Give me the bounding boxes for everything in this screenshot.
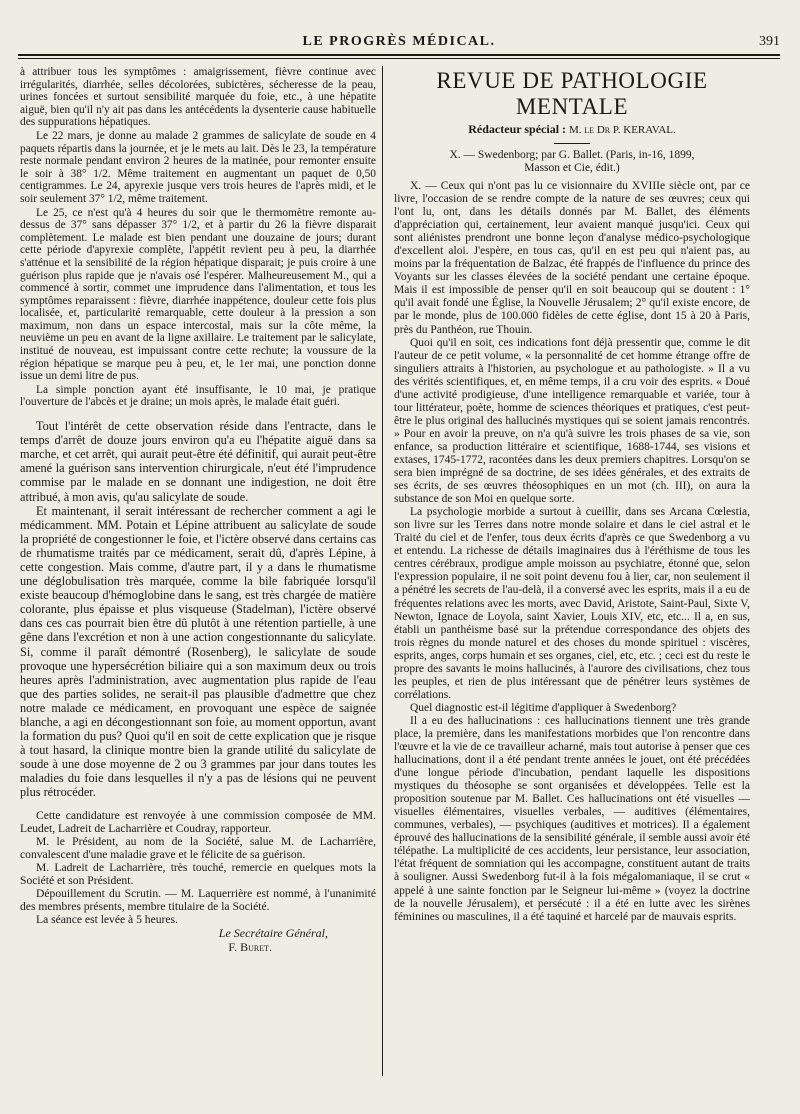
column-divider bbox=[382, 66, 383, 1076]
left-column bbox=[20, 66, 376, 954]
review-paragraph: Il a eu des hallucinations : ces hallucinations tiennent une très grande place, la première, dans les manifestations morbides que l'on rencontre dans l'œuvre et la vie de ce travailleur acharné, mais tout autorise à penser que ces hallucinations, dont il a été pendant trente années le jouet, ont été précédées d'une longue période d'incubation, pendant laquelle les dispositions mystiques du théosophe se sont organisées et développées. Telle est la proposition soutenue par M. Ballet. Ces hallucinations ont été visuelles — visuelles élémentaires, visuelles verbales, — auditives (élémentaires, communes, verbales), — psychiques (auditives et motrices). Il a également éprouvé des hallucinations de la sensibilité générale, il semble aussi avoir été télépathe. La multiplicité de ces accidents, leur persistance, leur association, l'état fréquent de somniation qui les accompagne, constituent autant de traits à souligner. Aussi Swedenborg fut-il à la fois mégalomaniaque, il se crut « appelé à une sainte fonction par le Seigneur lui-même » (voyez la doctrine de la nouvelle Jérusalem), et persécuté : il a été en lutte avec les sirènes féminines ou masculines, il a été taquiné et harcelé par de mauvais esprits. bbox=[394, 714, 750, 923]
case-paragraph: Le 25, ce n'est qu'à 4 heures du soir que le thermomètre remonte au-dessus de 37° sans dépasser 37° 1/2, et à partir du 26 la fièvre disparait complètement. Le malade est bien pendant une douzaine de jours; durant cette période d'apyrexie complète, l'appétit revient peu à peu, la diarrhée s'atténue et la sensibilité de la région hépatique disparait; je puis croire à une guérison plus rapide que je n'avais osé l'espérer. Malheureusement M., qui a commencé à sortir, commet une imprudence dans l'alimentation, et tous les symptômes reparaissent : fièvre, diarrhée inappétence, douleur cette fois plus localisée, et, particularité remarquable, cette douleur à la pression a son maximum, non dans un espace intercostal, mais sur la côte même, la neuvième un peu en avant de la ligne axillaire. Le traitement par le salicylate, institué de nouveau, est impuissant contre cette rechute; la voussure de la région hépatique se marque peu à peu, et, le 1er mai, une ponction donne issue un demi litre de pus. bbox=[20, 206, 376, 383]
review-paragraph: La psychologie morbide a surtout à cueillir, dans ses Arcana Cœlestia, son livre sur les Terres dans notre monde solaire et dans le ciel astral et le Traité du ciel et de l'enfer, tous deux écrits d'après ce que Swedenborg a vu et entendu. La richesse de détails imaginaires dus à l'éréthisme de tous les centres cérébraux, prodigue ample moisson au psychiatre, étonné que, selon l'expression populaire, il ne soit point devenu fou à lier, car, non seulement il a pénétré les secrets de l'au-delà, il a conversé avec les esprits, mais il a eu de fréquentes relations avec les morts, avec David, Aristote, Saint-Paul, Sixte V, Newton, Ignace de Loyola, saint Xavier, Louis XIV, etc, etc... Il a, en sus, établi un panthéisme basé sur la prétendue correspondance des objets des trois règnes du monde naturel et des choses du monde spirituel : viscères, esprits, anges, corps humain et ses organes, ciel, etc, etc. ; ceci est du reste le propre des savants le moins hallucinés, à l'aurore des civilisations, chez tous les peuples, et rien de plus intéressant que de pénétrer leurs systèmes de corrélations. bbox=[394, 506, 750, 701]
section-rule bbox=[554, 143, 590, 144]
discussion-paragraph: Tout l'intérêt de cette observation réside dans l'entracte, dans le temps d'arrêt de douze jours environ qu'a eu l'hépatite aiguë dans sa marche, et cet arrêt, qui aurait peut-être été définitif, qui aurait peut-être amené la guérison sans intervention chirurgicale, n'eut été l'imprudence commise par le malade en se donnant une indigestion, ne doit être attribué, à mon avis, qu'au salicylate de soude. bbox=[20, 419, 376, 504]
review-paragraph: Quel diagnostic est-il légitime d'appliquer à Swedenborg? bbox=[410, 701, 677, 714]
case-paragraph: La simple ponction ayant été insuffisante, le 10 mai, je pratique l'ouverture de l'abcès et je draine; un mois après, le malade était guéri. bbox=[20, 383, 376, 409]
book-reference-line: X. — Swedenborg; par G. Ballet. (Paris, in-16, 1899, bbox=[449, 149, 695, 161]
signature-title: Le Secrétaire Général, bbox=[218, 925, 328, 940]
case-paragraph: à attribuer tous les symptômes : amaigrissement, fièvre continue avec irrégularités, diarrhée, selles décolorées, subictères, sécheresse de la peau, urines foncées et surtout sensibilité marquée du foie, etc., à une hépatite aiguë, bien qu'il n'y ait pas dans les antécédents la dysenterie cause habituelle des suppurations hépatiques. bbox=[20, 66, 376, 129]
page-number: 391 bbox=[759, 34, 780, 49]
journal-title: LE PROGRÈS MÉDICAL. bbox=[302, 34, 496, 49]
case-paragraph: Le 22 mars, je donne au malade 2 grammes de salicylate de soude en 4 paquets répartis dans la journée, et je le mets au lait. Dès le 23, la température reste normale pendant environ 2 heures de la matinée, pour remonter ensuite le soir à 38° 1/2. Même traitement en augmentant un paquet de 0,50 centigrammes. Le 24, apyrexie jusque vers trois heures de l'après midi, et le soir seulement 37° 1/2, même traitement. bbox=[20, 129, 376, 205]
book-reference-line: Masson et Cie, édit.) bbox=[524, 162, 620, 174]
header-rule bbox=[18, 54, 780, 56]
right-column bbox=[394, 66, 750, 924]
editor-label: Rédacteur spécial : bbox=[468, 122, 567, 136]
section-editor bbox=[394, 122, 750, 138]
minutes-paragraph: M. Ladreit de Lacharrière, très touché, remercie en quelques mots la Société et son Président. bbox=[20, 860, 376, 887]
minutes-paragraph: Cette candidature est renvoyée à une commission composée de MM. Leudet, Ladreit de Lacharrière et Coudray, rapporteur. bbox=[20, 808, 376, 835]
minutes-paragraph: La séance est levée à 5 heures. bbox=[36, 912, 178, 926]
header-rule-thin bbox=[18, 58, 780, 59]
review-paragraph: Quoi qu'il en soit, ces indications font déjà pressentir que, comme le dit l'auteur de ce petit volume, « la personnalité de cet homme étrange offre de singuliers attraits à l'historien, au psychologue et au pathologiste. » Il a vu des vérités scientifiques, et, en même temps, il a cru voir des esprits. « Doué d'une activité prodigieuse, d'une intelligence remarquable et variée, tour à tour littérateur, poète, homme de sciences théoriques et pratiques, c'est peut-être le plus original des hallucinés mystiques qui se soient jamais rencontrés. » Pour en avoir la preuve, on n'a qu'à suivre les trois phases de sa vie, son enfance, sa production littéraire et scientifique, 1688-1744, ses visions et extases, 1745-1772, racontées dans les deux premiers chapitres. Lorsqu'on se sera bien imprégné de sa doctrine, de ses idées générales, et des extraits de ses écrits, de ses œuvres théosophiques en un mot (ch. III), on aura la substance de son Moi en quelque sorte. bbox=[394, 336, 750, 506]
discussion-paragraph: Et maintenant, il serait intéressant de rechercher comment a agi le médicamment. MM. Potain et Lépine attribuent au salicylate de soude la propriété de congestionner le foie, et l'ictère observé dans certains cas de rhumatisme traités par ce médicament, serait dû, d'après Lépine, à cette congestion. Mais comme, d'autre part, il y a dans le rhumatisme une déglobulisation très marquée, comme la bile fabriquée lorsqu'il existe beaucoup d'hémoglobine dans le sang, est très chargée de matière colorante, plus épaisse et plus visqueuse (Stadelman), l'ictère observé dans ces cas pourrait bien être dû plutôt à une rétention partielle, à une gêne dans l'excrétion et non à une action congestionnante du salicylate. Si, comme il paraît démontré (Rosenberg), le salicylate de soude provoque une hypersécrétion biliaire qui a son maximum deux ou trois heures après l'administration, avec augmentation plus rapide de l'eau que des parties solides, ne serait-il pas plausible d'admettre que chez notre malade ce médicament, en provoquant une espèce de saignée blanche, a agi en décongestionnant son foie, au moment opportun, avant la formation du pus? Quoi qu'il en soit de cette explication que je risque à tout hasard, la clinique montre bien la grande utilité du salicylate de soude à une dose moyenne de 2 ou 3 grammes par jour dans toutes les maladies du foie dans lesquelles il n'y a pas de lésions qui ne peuvent plus rétrocéder. bbox=[20, 503, 376, 800]
minutes-paragraph: M. le Président, au nom de la Société, salue M. de Lacharrière, convalescent d'une maladie grave et le félicite de sa guérison. bbox=[20, 834, 376, 861]
editor-name: M. le Dr P. KERAVAL. bbox=[569, 124, 676, 136]
page-header bbox=[18, 28, 780, 58]
section-title: REVUE DE PATHOLOGIE MENTALE bbox=[436, 68, 708, 119]
review-paragraph: X. — Ceux qui n'ont pas lu ce visionnaire du XVIIIe siècle ont, par ce livre, l'occasion de se rendre compte de la nature de ses œuvres; ceux qui l'ont lu, ont, dans les détails donnés par M. Ballet, des éléments d'appréciation qui, certainement, leur avaient manqué jusqu'ici. Ceux qui sont aliénistes prendront une bonne leçon d'analyse médico-psychologique d'excellent aloi. J'espère, en tous cas, qu'il en est peu qui n'aient pas, au moins par la fréquentation de Balzac, été frappés de l'influence du prince des Voyants sur les classes élevées de la société pendant une certaine époque. Mais il est impossible de penser qu'il en soit beaucoup qui se doutent : 1° qu'il avait fondé une Église, la Nouvelle Jérusalem; 2° qu'il existe encore, de par le monde, plus de 100.000 fidèles de cette église, dont 15 à 20 à Paris, près du Panthéon, rue Thouin. bbox=[394, 180, 750, 336]
signature-name: F. Buret. bbox=[228, 939, 272, 954]
book-reference bbox=[394, 149, 750, 175]
minutes-paragraph: Dépouillement du Scrutin. — M. Laquerrière est nommé, à l'unanimité des membres présents, membre titulaire de la Société. bbox=[20, 886, 376, 913]
